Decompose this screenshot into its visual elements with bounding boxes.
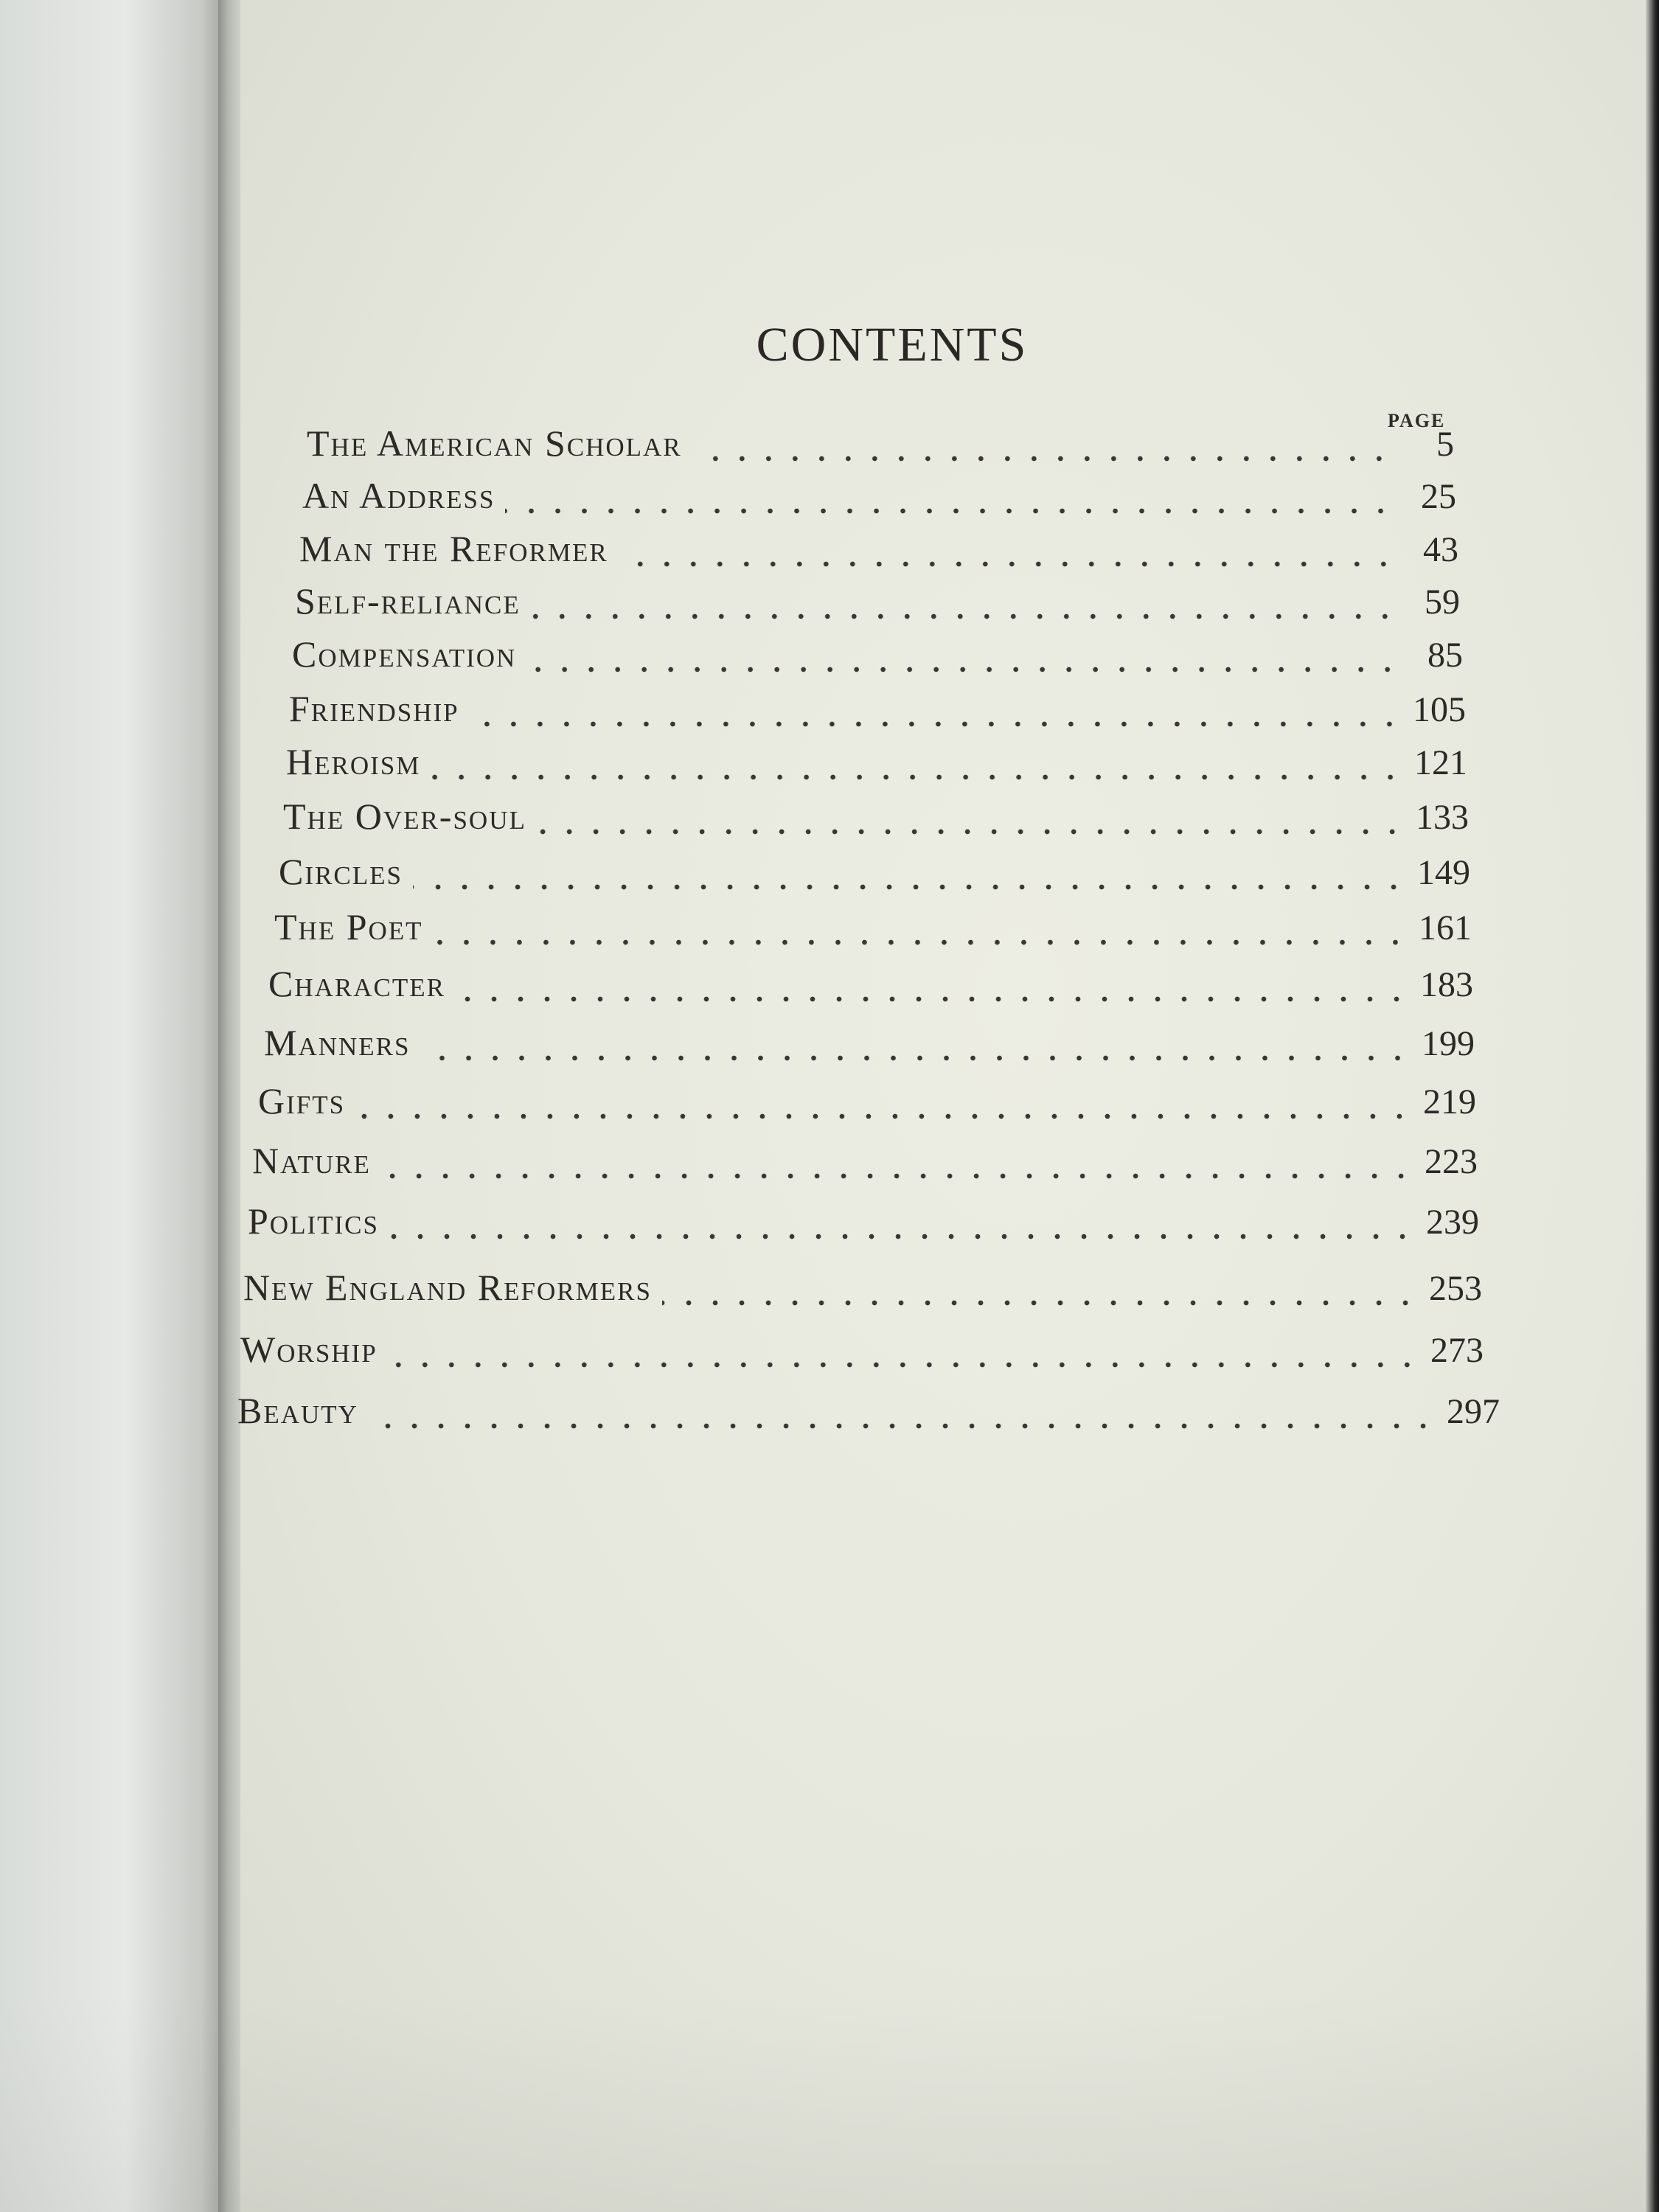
toc-entry-title: Worship [240, 1329, 378, 1370]
toc-entry-title: The American Scholar [307, 422, 682, 464]
toc-entry [286, 740, 1467, 792]
leader-dots [531, 613, 1398, 619]
toc-entry-page: 121 [1414, 743, 1467, 782]
leader-dots [526, 667, 1401, 672]
contents-heading: CONTENTS [756, 318, 1029, 372]
toc-entry-title: Gifts [258, 1080, 346, 1121]
toc-entry-title: An Address [302, 475, 495, 516]
toc-entry [289, 687, 1466, 739]
leader-dots [389, 1234, 1416, 1239]
toc-entry-title: New England Reformers [243, 1267, 652, 1308]
toc-entry-title: Manners [264, 1022, 411, 1063]
leader-dots [434, 939, 1408, 945]
toc-entry [268, 962, 1473, 1014]
toc-entry [295, 580, 1460, 631]
toc-entry [292, 633, 1463, 684]
leader-dots [470, 721, 1402, 727]
toc-entry-page: 133 [1416, 798, 1469, 837]
toc-entry-page: 239 [1426, 1203, 1479, 1242]
toc-entry-title: Nature [252, 1140, 371, 1181]
leader-dots [355, 1113, 1413, 1119]
toc-entry [283, 795, 1469, 846]
toc-entry-title: Compensation [292, 633, 517, 675]
toc-entry-page: 297 [1447, 1392, 1500, 1431]
toc-entry-title: Heroism [286, 741, 421, 782]
toc-entry-page: 105 [1413, 690, 1466, 729]
toc-entry-title: Man the Reformer [299, 528, 608, 569]
toc-entry-page: 5 [1436, 425, 1454, 464]
leader-dots [431, 774, 1404, 780]
toc-entry-page: 43 [1423, 530, 1458, 569]
toc-entry-page: 253 [1429, 1269, 1482, 1308]
toc-entry [240, 1328, 1484, 1380]
leader-dots [456, 996, 1410, 1002]
toc-entry-title: Beauty [237, 1390, 358, 1431]
toc-entry-title: Circles [279, 851, 403, 892]
toc-entry-title: Character [268, 963, 445, 1004]
leader-dots [420, 1055, 1411, 1061]
toc-entry [279, 850, 1470, 902]
toc-entry-page: 219 [1423, 1082, 1476, 1121]
toc-entry-page: 85 [1427, 636, 1463, 675]
toc-entry-title: The Over-soul [283, 796, 526, 837]
toc-entry-page: 273 [1430, 1331, 1484, 1370]
toc-entry [274, 905, 1472, 957]
leader-dots [369, 1423, 1436, 1429]
toc-entry [258, 1079, 1476, 1131]
toc-entry [248, 1200, 1479, 1251]
toc-entry-page: 161 [1419, 908, 1472, 947]
toc-entry-page: 25 [1421, 477, 1456, 516]
toc-entry [264, 1021, 1475, 1073]
toc-entry [243, 1266, 1482, 1318]
leader-dots [381, 1173, 1414, 1179]
leader-dots [619, 561, 1397, 567]
leader-dots [413, 884, 1407, 890]
toc-entry-page: 149 [1417, 853, 1470, 892]
page-column-label: PAGE [1388, 410, 1446, 431]
leader-dots [505, 508, 1394, 514]
toc-entry-title: Politics [248, 1200, 379, 1242]
leader-dots [662, 1300, 1419, 1306]
toc-entry [307, 422, 1454, 473]
toc-entry-page: 59 [1425, 582, 1460, 622]
leader-dots [692, 456, 1392, 462]
toc-entry-title: Self-reliance [295, 580, 521, 622]
toc-entry-title: The Poet [274, 906, 423, 947]
toc-entry [299, 527, 1458, 579]
leader-dots [537, 829, 1405, 835]
toc-entry-page: 183 [1420, 965, 1473, 1004]
toc-entry [252, 1139, 1478, 1191]
toc-entry-page: 199 [1422, 1024, 1475, 1063]
toc-entry-page: 223 [1425, 1142, 1478, 1181]
toc-entry [302, 474, 1456, 526]
leader-dots [388, 1362, 1420, 1368]
toc-entry-title: Friendship [289, 688, 459, 729]
toc-entry [237, 1389, 1500, 1441]
